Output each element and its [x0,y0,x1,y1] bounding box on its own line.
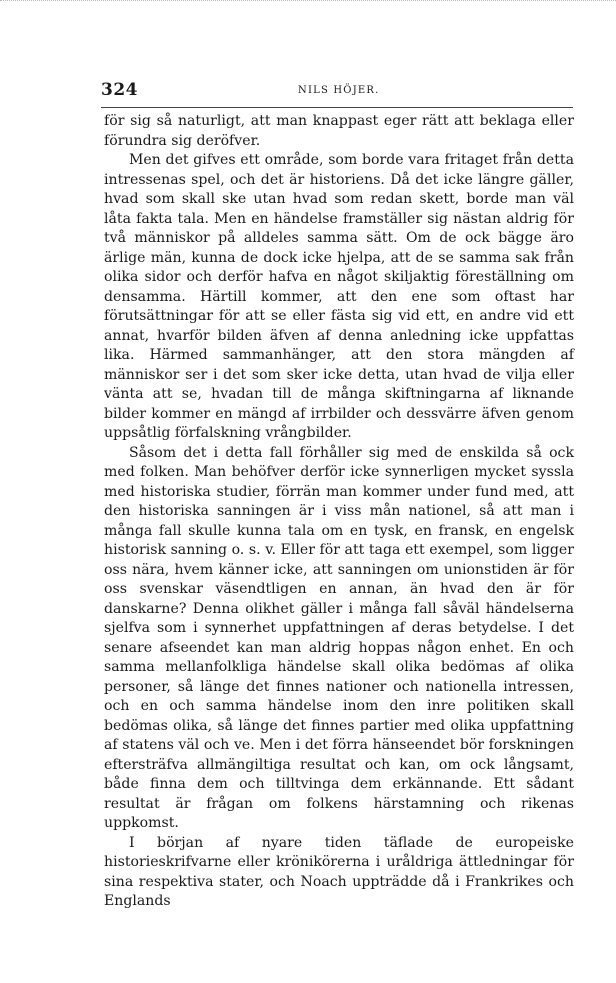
page-number: 324 [101,80,138,100]
header-rule [101,107,573,108]
body-text [104,112,574,912]
paragraph-continuation: för sig så naturligt, att man knappast eger rätt att beklaga eller förundra sig deröfver. [104,113,574,149]
running-head: NILS HÖJER. [298,85,380,96]
page-header [101,80,575,104]
paragraph-chroniclers: I början af nyare tiden täflade de europeiske historieskrifvarne eller krönikörerna i uråldriga ättledningar för sina respektiva stater, och Noach uppträdde då i Frankrikes och Englands [104,834,574,909]
paragraph-history: Men det gifves ett område, som borde vara fritaget från detta intressenas spel, och det är historiens. Då det icke längre gäller, hvad som skall ske utan hvad som redan skett, borde man väl låta fakta tala. Men en händelse framställer sig nästan aldrig för två människor på alldeles samma sätt. Om de ock bägge äro ärlige män, kunna de dock icke hjelpa, att de se samma sak från olika sidor och derför hafva en något skiljaktig föreställning om densamma. Härtill kommer, att den ene som oftast har förutsättningar för att se eller fästa sig vid ett, en andre vid ett annat, hvarför bilden äfven af denna anledning icke uppfattas lika. Härmed sammanhänger, att den stora mängden af människor ser i det som sker icke detta, utan hvad de vilja eller vänta att se, hvadan till de många skiftningarna af liknande bilder kommer en mängd af irrbilder och dessvärre äfven genom uppsåtlig förfalskning vrångbilder. [104,152,574,441]
paragraph-nations: Såsom det i detta fall förhåller sig med de enskilda så ock med folken. Man behöfver derför icke synnerligen mycket syssla med historiska studier, förrän man kommer under fund med, att den historiska sanningen är i viss mån nationel, så att man i många fall skulle kunna tala om en tysk, en fransk, en engelsk historisk sanning o. s. v. Eller för att taga ett exempel, som ligger oss nära, hvem känner icke, att sanningen om unionstiden är för oss svenskar väsendtligen en annan, än hvad den är för danskarne? Denna olikhet gäller i många fall såväl händelserna sjelfva som i synnerhet uppfattningen af deras betydelse. I det senare afseendet kan man aldrig hoppas någon enhet. En och samma mellanfolkliga händelse skall olika bedömas af olika personer, så länge det finnes nationer och nationella intressen, och en och samma händelse inom den inre politiken skall bedömas olika, så länge det finnes partier med olika uppfattning af statens väl och ve. Men i det förra hänseendet bör forskningen eftersträfva allmängiltiga resultat och kan, om ock långsamt, både finna dem och tilltvinga dem erkännande. Ett sådant resultat är frågan om folkens härstamning och rikenas uppkomst. [104,444,574,831]
scan-edge-dots [0,0,616,5]
